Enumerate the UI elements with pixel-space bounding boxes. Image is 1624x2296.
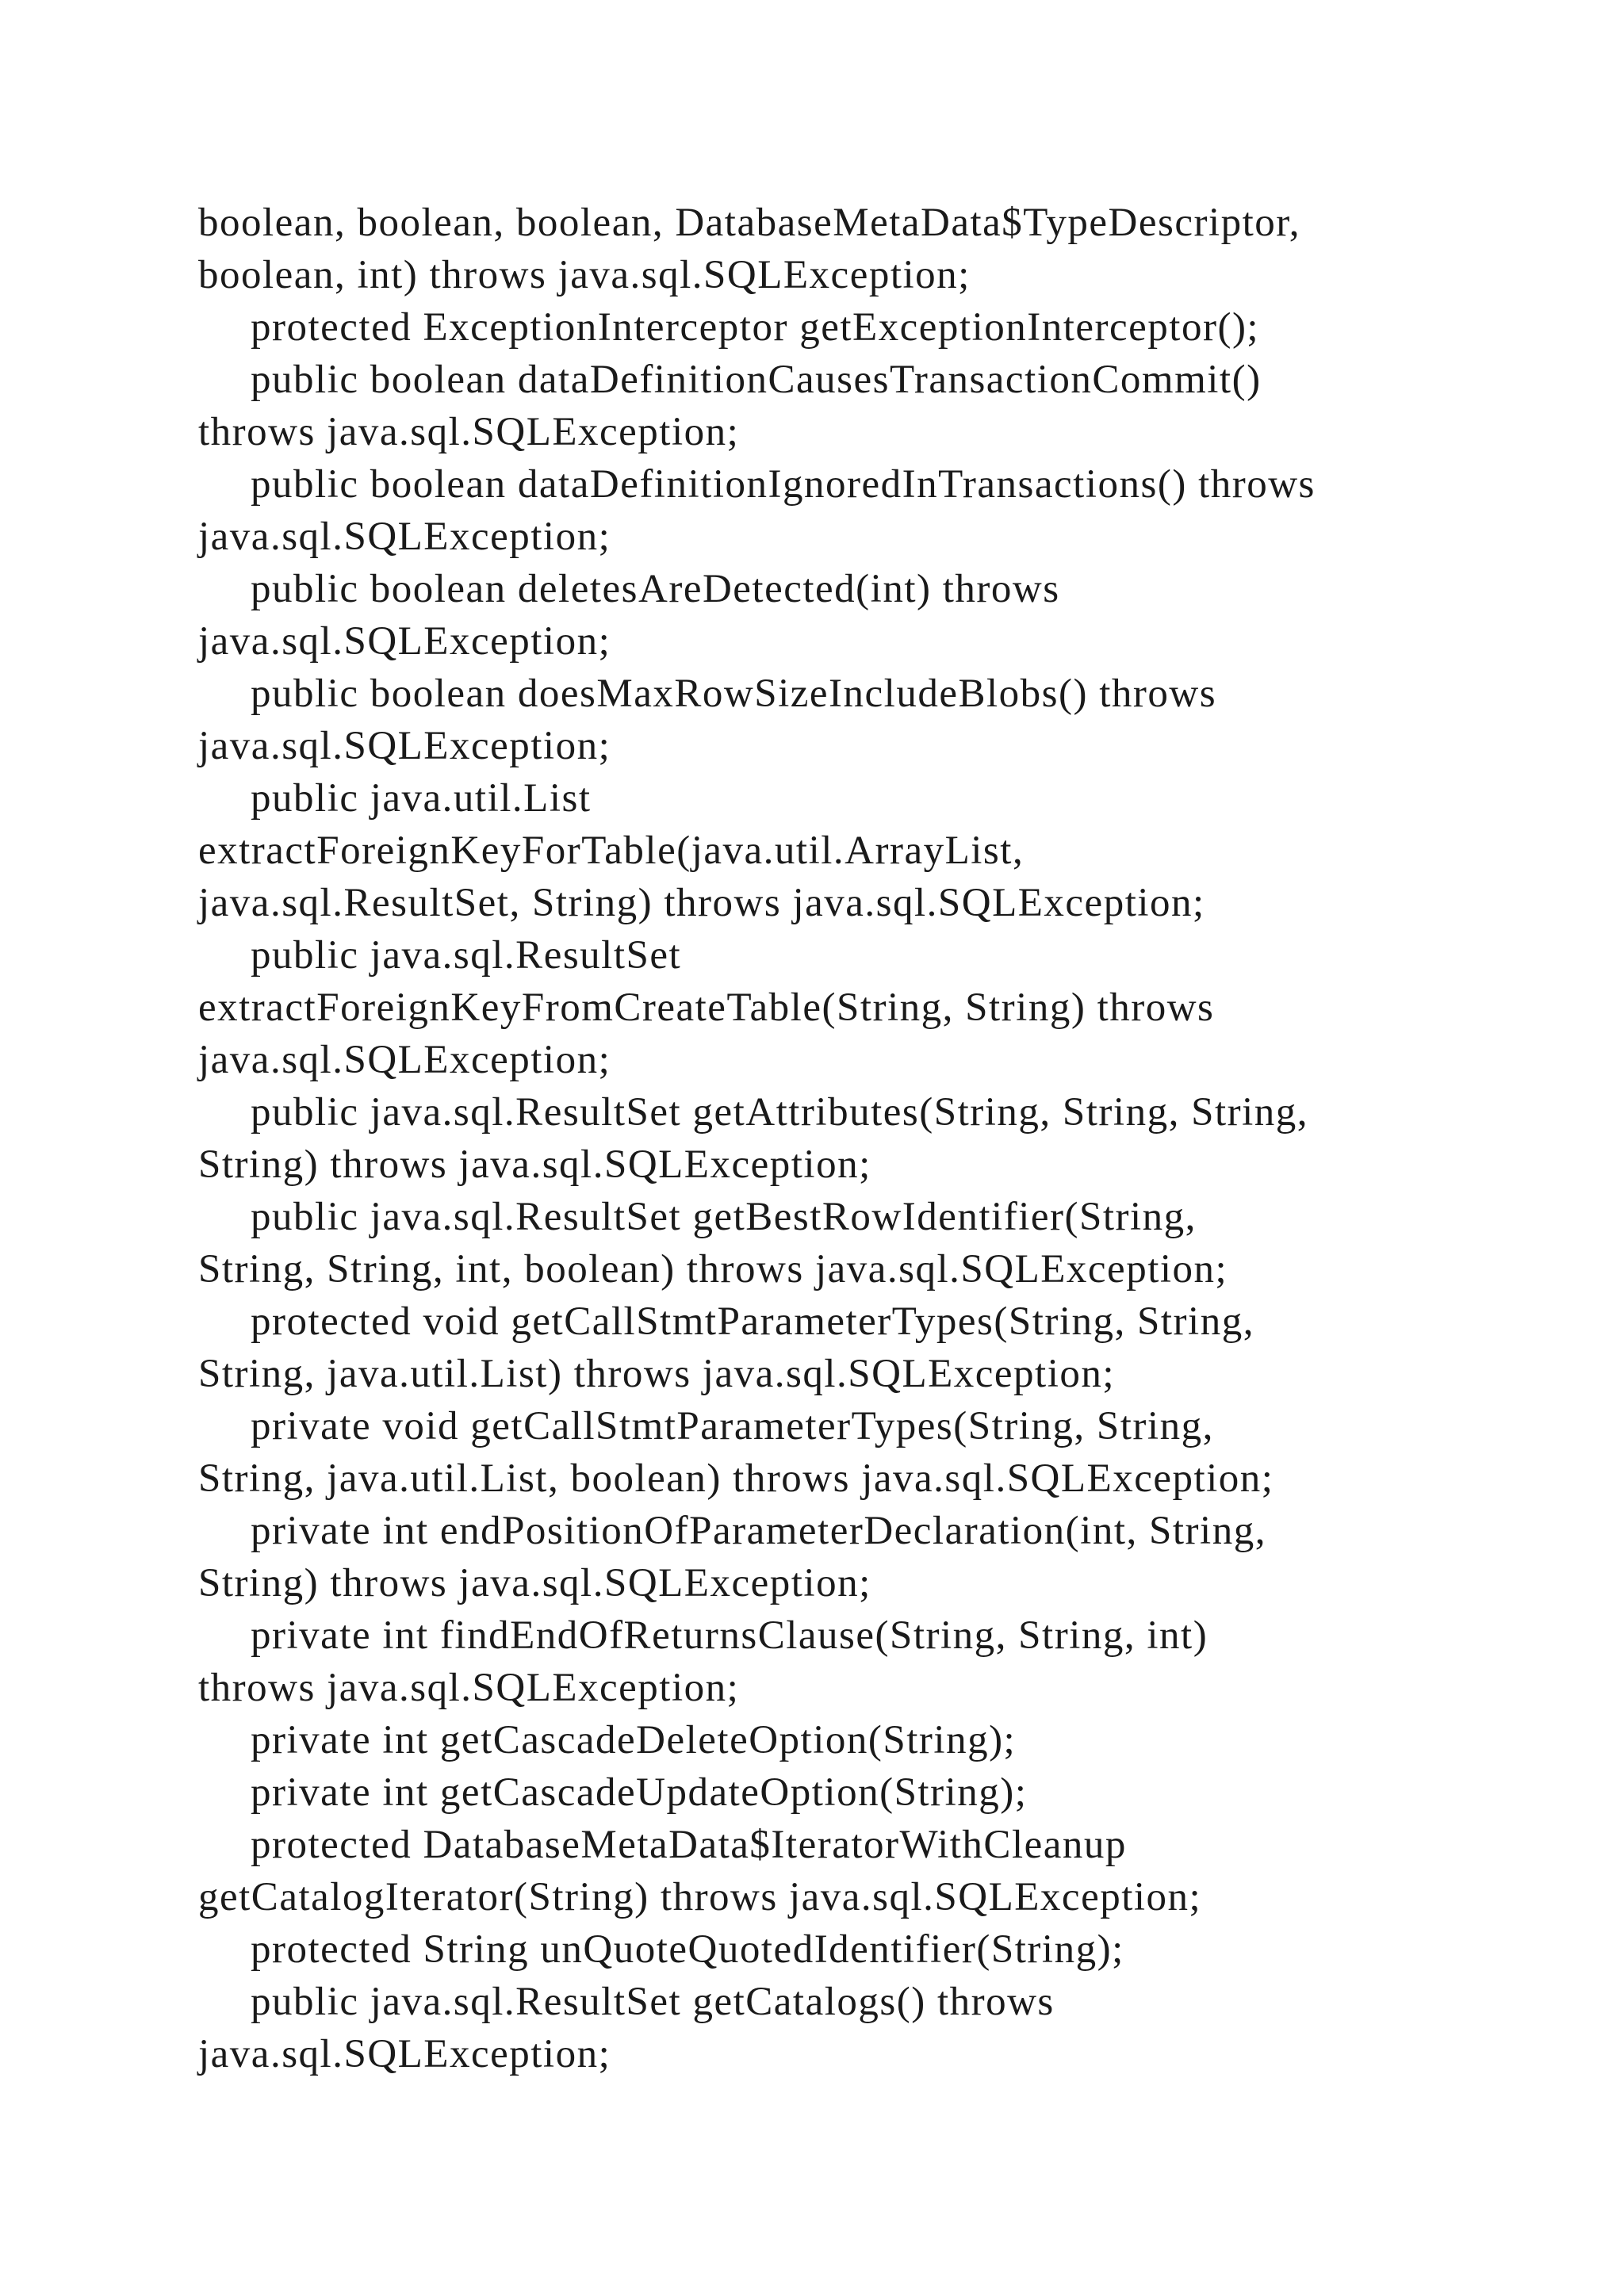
text-line: protected ExceptionInterceptor getExceptionInterceptor(); [251,305,1260,350]
text-line: private void getCallStmtParameterTypes(String, String, [251,1404,1214,1448]
text-line: private int getCascadeUpdateOption(String); [251,1770,1028,1815]
text-line: public java.sql.ResultSet [251,933,682,978]
text-line: java.sql.SQLException; [198,515,611,559]
text-line: public java.sql.ResultSet getAttributes(String, String, String, [251,1090,1309,1135]
text-line: String, java.util.List, boolean) throws java.sql.SQLException; [198,1456,1274,1501]
text-line: java.sql.SQLException; [198,1038,611,1082]
text-line: public java.util.List [251,776,592,821]
text-line: String, java.util.List) throws java.sql.SQLException; [198,1352,1116,1396]
text-line: public boolean dataDefinitionIgnoredInTransactions() throws [251,462,1316,507]
text-line: protected void getCallStmtParameterTypes(String, String, [251,1299,1254,1344]
text-line: boolean, int) throws java.sql.SQLException; [198,253,971,297]
text-line: java.sql.SQLException; [198,619,611,664]
text-line: String, String, int, boolean) throws java.sql.SQLException; [198,1247,1228,1292]
text-line: private int getCascadeDeleteOption(String); [251,1718,1017,1762]
text-line: public boolean deletesAreDetected(int) throws [251,567,1060,611]
text-line: java.sql.SQLException; [198,2032,611,2076]
text-line: public java.sql.ResultSet getBestRowIdentifier(String, [251,1195,1197,1239]
text-line: private int endPositionOfParameterDeclaration(int, String, [251,1509,1266,1553]
text-line: String) throws java.sql.SQLException; [198,1142,871,1187]
text-line: extractForeignKeyForTable(java.util.ArrayList, [198,828,1025,873]
text-line: java.sql.SQLException; [198,724,611,768]
text-line: throws java.sql.SQLException; [198,1666,740,1710]
text-line: public boolean dataDefinitionCausesTransactionCommit() [251,358,1262,402]
code-text-block [198,197,1546,2080]
text-line: public boolean doesMaxRowSizeIncludeBlobs() throws [251,672,1217,716]
text-line: protected String unQuoteQuotedIdentifier(String); [251,1927,1124,1972]
text-line: throws java.sql.SQLException; [198,410,740,454]
text-line: String) throws java.sql.SQLException; [198,1561,871,1605]
text-line: boolean, boolean, boolean, DatabaseMetaData$TypeDescriptor, [198,201,1300,245]
text-line: java.sql.ResultSet, String) throws java.sql.SQLException; [198,881,1205,925]
text-line: getCatalogIterator(String) throws java.sql.SQLException; [198,1875,1202,1919]
text-line: private int findEndOfReturnsClause(String, String, int) [251,1613,1208,1658]
text-line: protected DatabaseMetaData$IteratorWithCleanup [251,1823,1127,1867]
text-line: extractForeignKeyFromCreateTable(String, String) throws [198,985,1215,1030]
text-line: public java.sql.ResultSet getCatalogs() throws [251,1980,1055,2024]
